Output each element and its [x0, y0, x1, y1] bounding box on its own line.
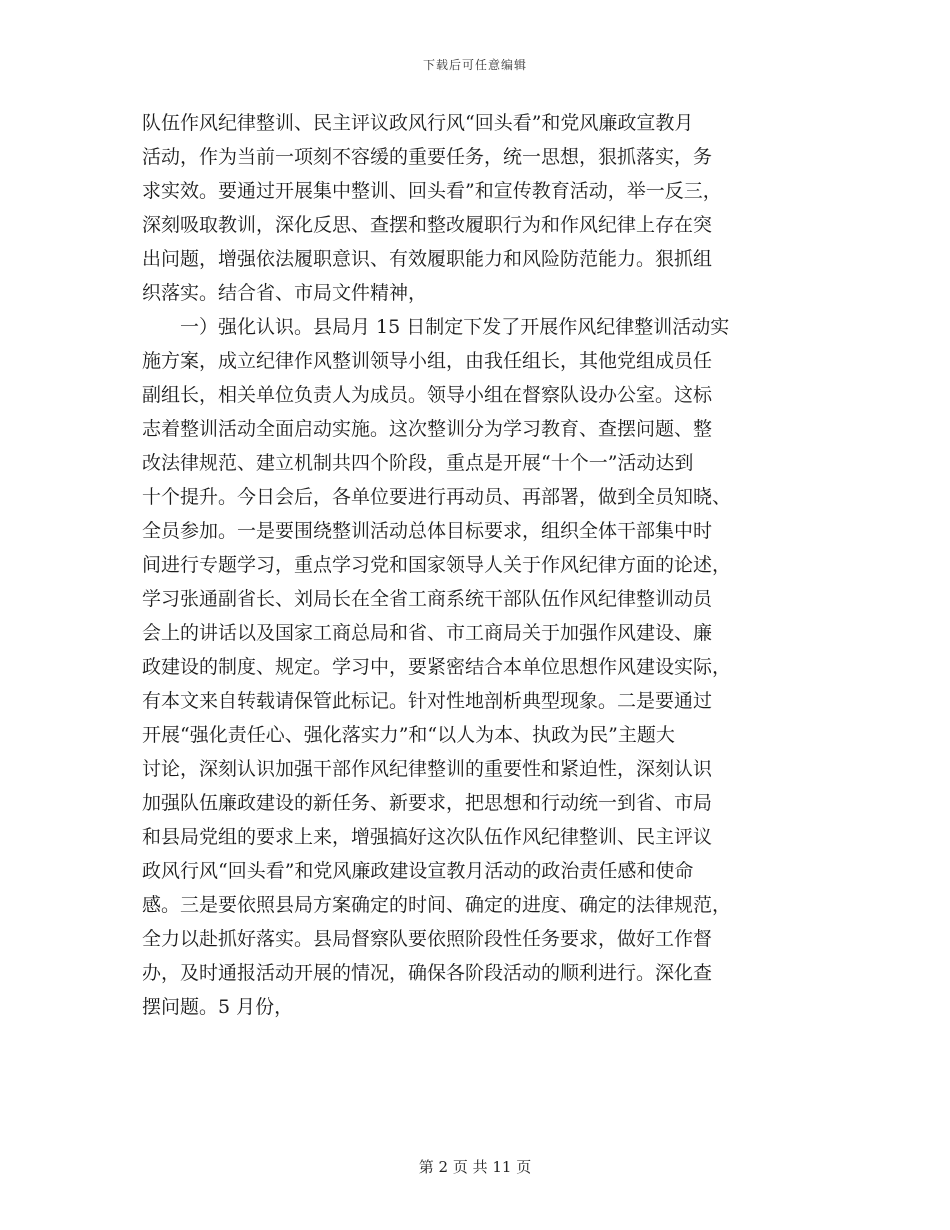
- text-line: 办，及时通报活动开展的情况，确保各阶段活动的顺利进行。深化查: [142, 962, 713, 984]
- text-line: 活动，作为当前一项刻不容缓的重要任务，统一思想，狠抓落实，务: [142, 146, 713, 168]
- text-line: 有本文来自转载请保管此标记。针对性地剖析典型现象。二是要通过: [142, 690, 713, 712]
- document-body: [142, 106, 810, 1024]
- text-line: 会上的讲话以及国家工商总局和省、市工商局关于加强作风建设、廉: [142, 622, 713, 644]
- text-line: 出问题，增强依法履职意识、有效履职能力和风险防范能力。狠抓组: [142, 248, 713, 270]
- text-line: 感。三是要依照县局方案确定的时间、确定的进度、确定的法律规范，: [142, 894, 732, 916]
- page-header: 下载后可任意编辑: [422, 58, 527, 72]
- text-line: 副组长，相关单位负责人为成员。领导小组在督察队设办公室。这标: [142, 384, 713, 406]
- text-line: 求实效。要通过开展集中整训、回头看”和宣传教育活动，举一反三，: [142, 180, 722, 202]
- text-line: 队伍作风纪律整训、民主评议政风行风“回头看”和党风廉政宣教月: [142, 112, 694, 134]
- text-line: 一）强化认识。县局月 15 日制定下发了开展作风纪律整训活动实: [142, 316, 730, 338]
- text-line: 政建设的制度、规定。学习中，要紧密结合本单位思想作风建设实际，: [142, 656, 732, 678]
- text-line: 全员参加。一是要围绕整训活动总体目标要求，组织全体干部集中时: [142, 520, 713, 542]
- text-line: 织落实。结合省、市局文件精神，: [142, 282, 428, 304]
- text-line: 改法律规范、建立机制共四个阶段，重点是开展“十个一”活动达到: [142, 452, 694, 474]
- text-line: 志着整训活动全面启动实施。这次整训分为学习教育、查摆问题、整: [142, 418, 713, 440]
- text-line: 摆问题。5 月份，: [142, 996, 294, 1018]
- text-line: 间进行专题学习，重点学习党和国家领导人关于作风纪律方面的论述，: [142, 554, 732, 576]
- text-line: 开展“强化责任心、强化落实力”和“以人为本、执政为民”主题大: [142, 724, 675, 746]
- text-line: 加强队伍廉政建设的新任务、新要求，把思想和行动统一到省、市局: [142, 792, 713, 814]
- text-line: 全力以赴抓好落实。县局督察队要依照阶段性任务要求，做好工作督: [142, 928, 713, 950]
- text-line: 深刻吸取教训，深化反思、查摆和整改履职行为和作风纪律上存在突: [142, 214, 713, 236]
- text-line: 和县局党组的要求上来，增强搞好这次队伍作风纪律整训、民主评议: [142, 826, 713, 848]
- page-number-footer: 第 2 页 共 11 页: [418, 1158, 532, 1176]
- text-line: 学习张通副省长、刘局长在全省工商系统干部队伍作风纪律整训动员: [142, 588, 713, 610]
- text-line: 讨论，深刻认识加强干部作风纪律整训的重要性和紧迫性，深刻认识: [142, 758, 713, 780]
- text-line: 十个提升。今日会后，各单位要进行再动员、再部署，做到全员知晓、: [142, 486, 732, 508]
- text-line: 施方案，成立纪律作风整训领导小组，由我任组长，其他党组成员任: [142, 350, 713, 372]
- text-line: 政风行风“回头看”和党风廉政建设宣教月活动的政治责任感和使命: [142, 860, 694, 882]
